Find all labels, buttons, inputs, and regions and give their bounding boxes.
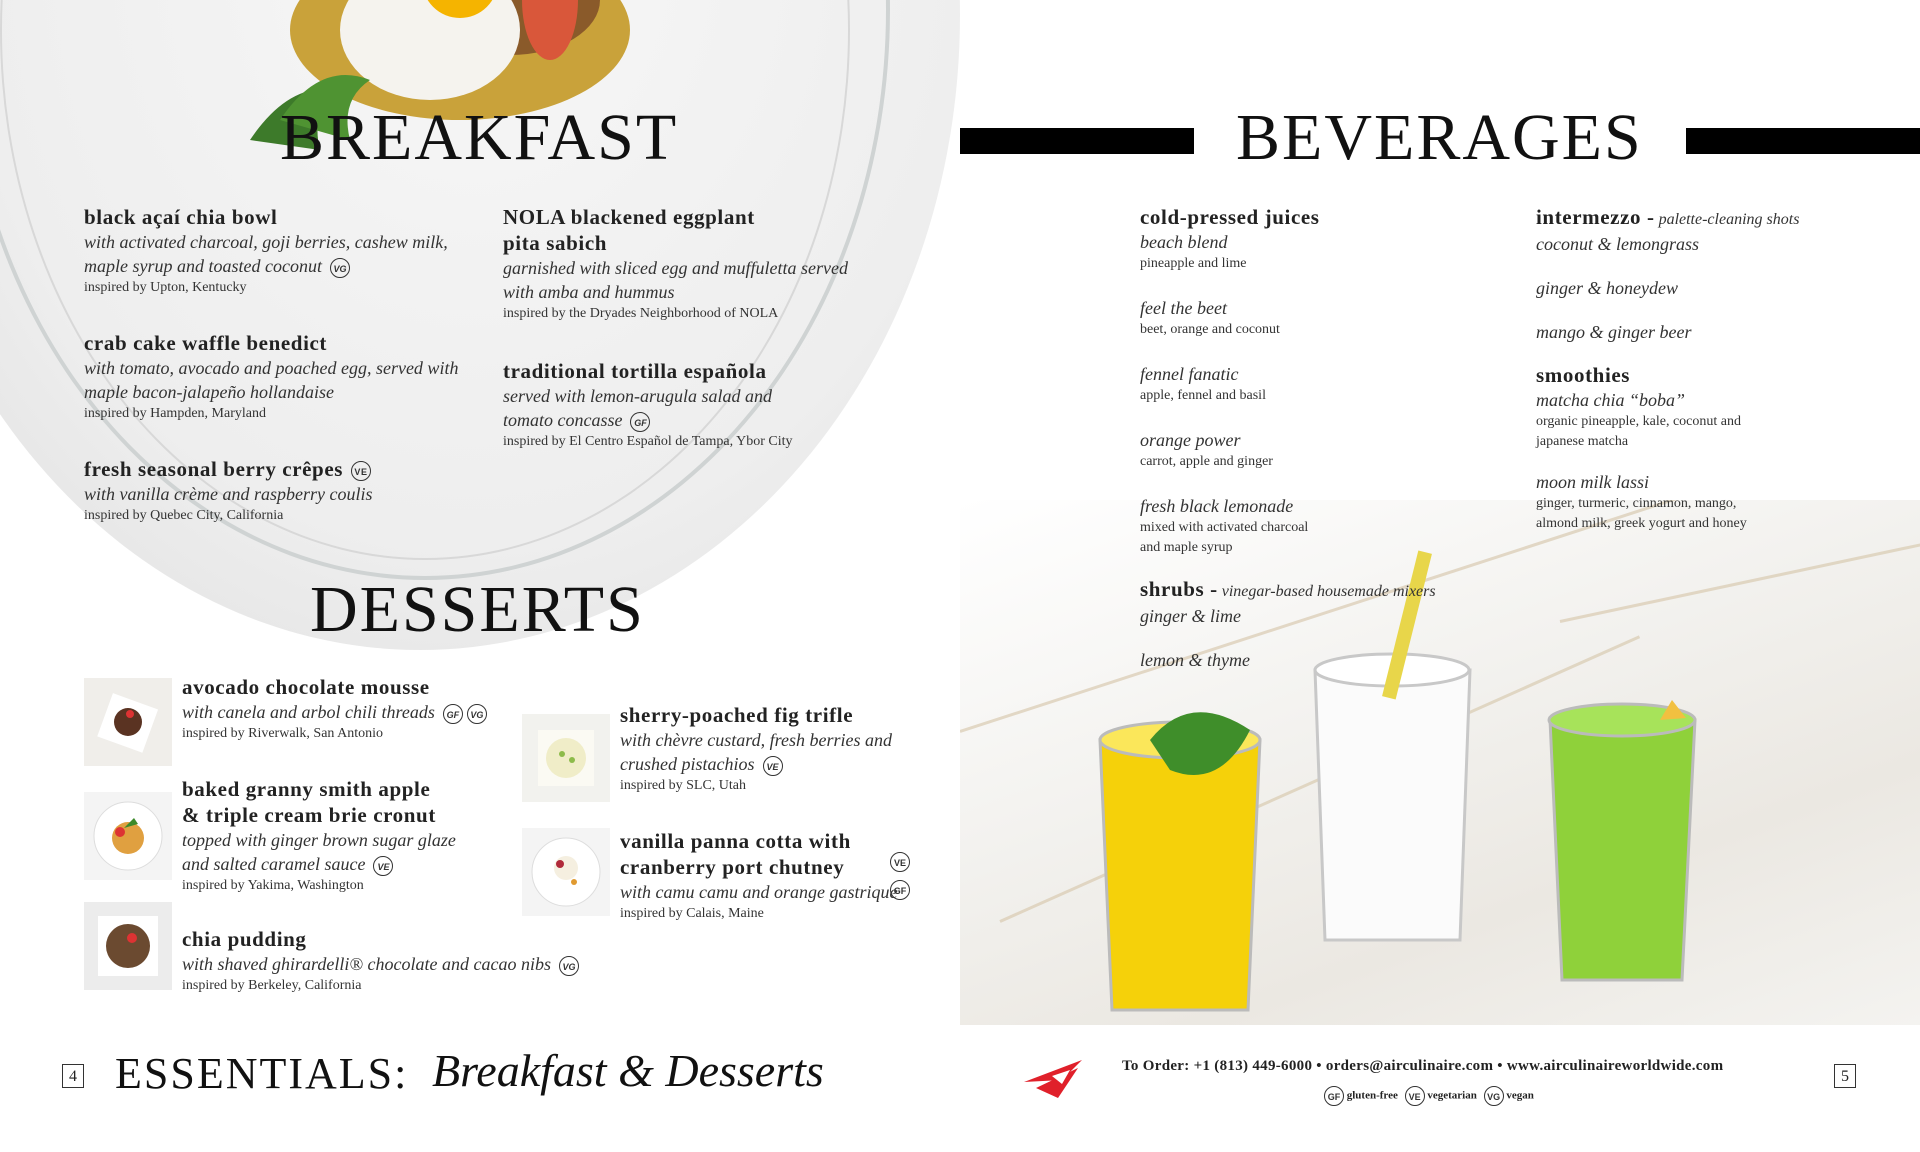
- dessert-photo: [84, 678, 172, 766]
- title-bar-left: [960, 128, 1194, 154]
- item-name: vanilla panna cotta with: [620, 829, 851, 853]
- beverage-column-1: [1140, 204, 1520, 672]
- gluten-free-badge: GF: [630, 412, 650, 432]
- shrubs-subtitle: vinegar-based housemade mixers: [1221, 583, 1436, 600]
- vegetarian-badge: VE: [373, 856, 393, 876]
- drink-name: feel the beet: [1140, 298, 1227, 318]
- title-bar-right: [1686, 128, 1920, 154]
- gluten-free-badge: GF: [443, 704, 463, 724]
- beverages-title: BEVERAGES: [1236, 101, 1643, 174]
- item-inspired: inspired by SLC, Utah: [620, 778, 746, 793]
- drink-name: moon milk lassi: [1536, 472, 1650, 492]
- item-name-line2: pita sabich: [503, 231, 608, 255]
- item-name: chia pudding: [182, 927, 307, 951]
- item-name: black açaí chia bowl: [84, 205, 278, 229]
- item-desc: with camu camu and orange gastrique: [620, 882, 898, 902]
- menu-item: [182, 674, 542, 744]
- drink-desc: carrot, apple and ginger: [1140, 454, 1273, 469]
- breakfast-title: BREAKFAST: [280, 101, 679, 174]
- drink-desc: pineapple and lime: [1140, 256, 1247, 271]
- item-inspired: inspired by Calais, Maine: [620, 906, 764, 921]
- drink-desc: japanese matcha: [1536, 434, 1629, 449]
- drink-desc: organic pineapple, kale, coconut and: [1536, 414, 1741, 429]
- vegetarian-badge: VE: [890, 852, 910, 872]
- vegan-badge: VG: [1484, 1086, 1504, 1106]
- drink-desc: ginger, turmeric, cinnamon, mango,: [1536, 496, 1737, 511]
- page-number: 5: [1834, 1064, 1856, 1088]
- item-desc: maple syrup and toasted coconut: [84, 256, 322, 276]
- essentials-title: ESSENTIALS:: [115, 1049, 409, 1098]
- item-desc: maple bacon-jalapeño hollandaise: [84, 382, 334, 402]
- item-desc: and salted caramel sauce: [182, 854, 366, 874]
- item-inspired: inspired by Berkeley, California: [182, 978, 362, 993]
- vegan-badge: VG: [559, 956, 579, 976]
- shrubs-heading: shrubs -: [1140, 577, 1218, 601]
- legend-label: gluten-free: [1346, 1089, 1398, 1102]
- drink-desc: apple, fennel and basil: [1140, 388, 1266, 403]
- item-inspired: inspired by Hampden, Maryland: [84, 406, 266, 421]
- item-name: sherry-poached fig trifle: [620, 703, 854, 727]
- drink-name: matcha chia “boba”: [1536, 390, 1686, 410]
- drink-desc: and maple syrup: [1140, 540, 1233, 555]
- item-desc: tomato concasse: [503, 410, 623, 430]
- item-inspired: inspired by Upton, Kentucky: [84, 280, 247, 295]
- vegan-badge: VG: [467, 704, 487, 724]
- page-number: 4: [62, 1064, 84, 1088]
- gluten-free-badge: GF: [890, 880, 910, 900]
- item-inspired: inspired by El Centro Español de Tampa, Ybor City: [503, 434, 793, 449]
- legend-label: vegetarian: [1427, 1089, 1477, 1102]
- drink-desc: almond milk, greek yogurt and honey: [1536, 516, 1747, 531]
- smoothies-heading: smoothies: [1536, 363, 1631, 387]
- item-name: crab cake waffle benedict: [84, 331, 328, 355]
- drink-name: fennel fanatic: [1140, 364, 1239, 384]
- item-inspired: inspired by the Dryades Neighborhood of NOLA: [503, 306, 779, 321]
- item-name: fresh seasonal berry crêpes: [84, 457, 344, 481]
- vegan-badge: VG: [330, 258, 350, 278]
- item-desc: with canela and arbol chili threads: [182, 702, 435, 722]
- intermezzo-heading: intermezzo -: [1536, 205, 1655, 229]
- menu-item: [620, 828, 940, 924]
- dessert-photo: [84, 902, 172, 990]
- item-desc: topped with ginger brown sugar glaze: [182, 830, 456, 850]
- vegetarian-badge: VE: [1405, 1086, 1425, 1106]
- menu-item: [84, 456, 464, 526]
- item-desc: with amba and hummus: [503, 282, 675, 302]
- menu-item: [503, 358, 883, 452]
- beverage-column-2: [1536, 204, 1906, 534]
- juices-heading: cold-pressed juices: [1140, 205, 1320, 229]
- drink-name: fresh black lemonade: [1140, 496, 1294, 516]
- drink-name: orange power: [1140, 430, 1241, 450]
- vegetarian-badge: VE: [351, 461, 371, 481]
- item-desc: with chèvre custard, fresh berries and: [620, 730, 892, 750]
- item-desc: with vanilla crème and raspberry coulis: [84, 484, 373, 504]
- drink-name: beach blend: [1140, 232, 1228, 252]
- drink-name: coconut & lemongrass: [1536, 234, 1699, 254]
- menu-item: [84, 204, 464, 298]
- item-inspired: inspired by Quebec City, California: [84, 508, 284, 523]
- menu-item: [620, 702, 940, 796]
- item-inspired: inspired by Riverwalk, San Antonio: [182, 726, 384, 741]
- menu-item: [182, 926, 602, 996]
- legend-label: vegan: [1506, 1089, 1534, 1102]
- item-desc: with shaved ghirardelli® chocolate and cacao nibs: [182, 954, 551, 974]
- item-name: traditional tortilla española: [503, 359, 767, 383]
- drink-name: mango & ginger beer: [1536, 322, 1692, 342]
- drink-desc: mixed with activated charcoal: [1140, 520, 1309, 535]
- drink-desc: beet, orange and coconut: [1140, 322, 1280, 337]
- drink-name: ginger & lime: [1140, 606, 1241, 626]
- menu-item: [84, 330, 464, 424]
- drink-name: lemon & thyme: [1140, 650, 1250, 670]
- order-contact-line: To Order: +1 (813) 449-6000 • orders@airculinaire.com • www.airculinaireworldwide.com: [1122, 1058, 1724, 1074]
- intermezzo-subtitle: palette-cleaning shots: [1658, 211, 1800, 228]
- company-logo-icon: [1022, 1058, 1088, 1100]
- desserts-title: DESSERTS: [310, 573, 645, 646]
- menu-item: [503, 204, 883, 324]
- item-desc: garnished with sliced egg and muffuletta served: [503, 258, 848, 278]
- essentials-script-title: Breakfast & Desserts: [432, 1045, 824, 1096]
- item-name: avocado chocolate mousse: [182, 675, 430, 699]
- item-name-line2: cranberry port chutney: [620, 855, 845, 879]
- item-name: baked granny smith apple: [182, 777, 431, 801]
- menu-item: [182, 776, 542, 896]
- item-desc: with activated charcoal, goji berries, cashew milk,: [84, 232, 448, 252]
- gluten-free-badge: GF: [1324, 1086, 1344, 1106]
- item-name: NOLA blackened eggplant: [503, 205, 755, 229]
- vegetarian-badge: VE: [763, 756, 783, 776]
- drink-name: ginger & honeydew: [1536, 278, 1678, 298]
- item-desc: crushed pistachios: [620, 754, 755, 774]
- item-desc: with tomato, avocado and poached egg, served with: [84, 358, 459, 378]
- dietary-legend: [1324, 1086, 1534, 1106]
- item-desc: served with lemon-arugula salad and: [503, 386, 772, 406]
- item-inspired: inspired by Yakima, Washington: [182, 878, 364, 893]
- item-name-line2: & triple cream brie cronut: [182, 803, 436, 827]
- dessert-photo: [84, 792, 172, 880]
